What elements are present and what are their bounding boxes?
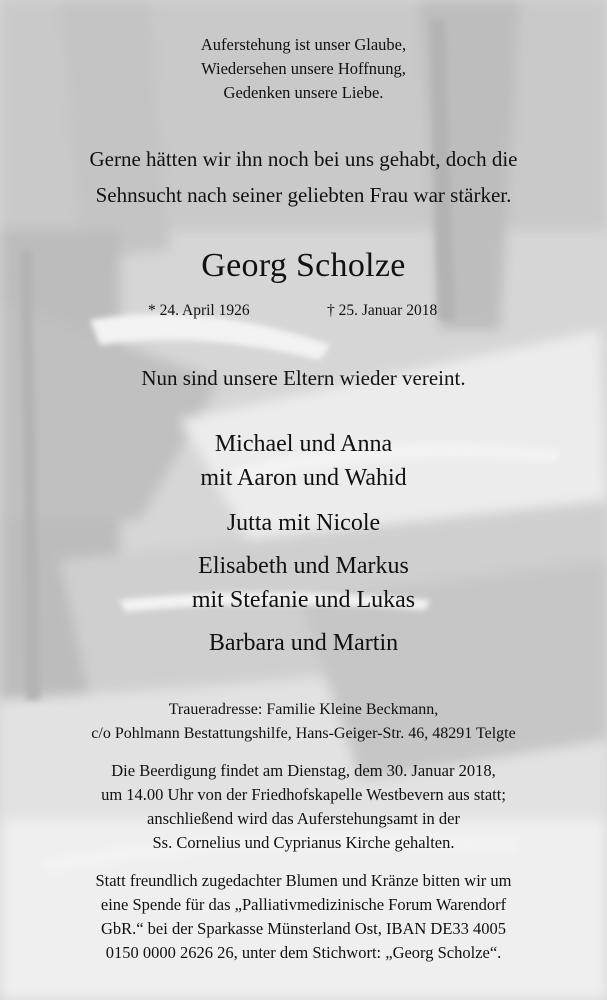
deceased-name: Georg Scholze [201,247,406,284]
family-line-2: mit Aaron und Wahid [200,465,407,491]
birth-date: * 24. April 1926 [148,302,250,319]
motto-line-3: Gedenken unsere Liebe. [223,83,384,102]
donation-line-4: 0150 0000 2626 26, unter dem Stichwort: „Georg Scholze“. [105,943,502,962]
funeral-line-1: Die Beerdigung findet am Dienstag, dem 30. Januar 2018, [111,761,496,780]
donation-line-3: GbR.“ bei der Sparkasse Münsterland Ost, IBAN DE33 4005 [100,919,507,938]
address-line-2: c/o Pohlmann Bestattungshilfe, Hans-Geiger-Str. 46, 48291 Telgte [91,725,516,742]
death-date: † 25. Januar 2018 [327,302,438,319]
family-line-4: Elisabeth und Markus [198,553,409,579]
funeral-line-4: Ss. Cornelius und Cyprianus Kirche gehalten. [152,833,455,852]
quote-line-2: Sehnsucht nach seiner geliebten Frau war stärker. [95,183,512,207]
quote-line-1: Gerne hätten wir ihn noch bei uns gehabt, doch die [89,147,518,171]
family-line-5: mit Stefanie und Lukas [191,587,416,613]
family-line-6: Barbara und Martin [208,630,399,656]
address-line-1: Traueradresse: Familie Kleine Beckmann, [168,701,439,718]
donation-line-2: eine Spende für das „Palliativmedizinische Forum Warendorf [100,895,507,914]
reunited-line: Nun sind unsere Eltern wieder vereint. [141,366,466,390]
donation-line-1: Statt freundlich zugedachter Blumen und Kränze bitten wir um [95,871,512,890]
family-line-3: Jutta mit Nicole [226,510,381,536]
funeral-line-3: anschließend wird das Auferstehungsamt in der [147,809,460,828]
life-dates [0,301,607,321]
motto-line-2: Wiedersehen unsere Hoffnung, [201,59,406,78]
funeral-line-2: um 14.00 Uhr von der Friedhofskapelle Westbevern aus statt; [101,785,506,804]
family-line-1: Michael und Anna [214,431,393,457]
motto-line-1: Auferstehung ist unser Glaube, [200,35,407,54]
